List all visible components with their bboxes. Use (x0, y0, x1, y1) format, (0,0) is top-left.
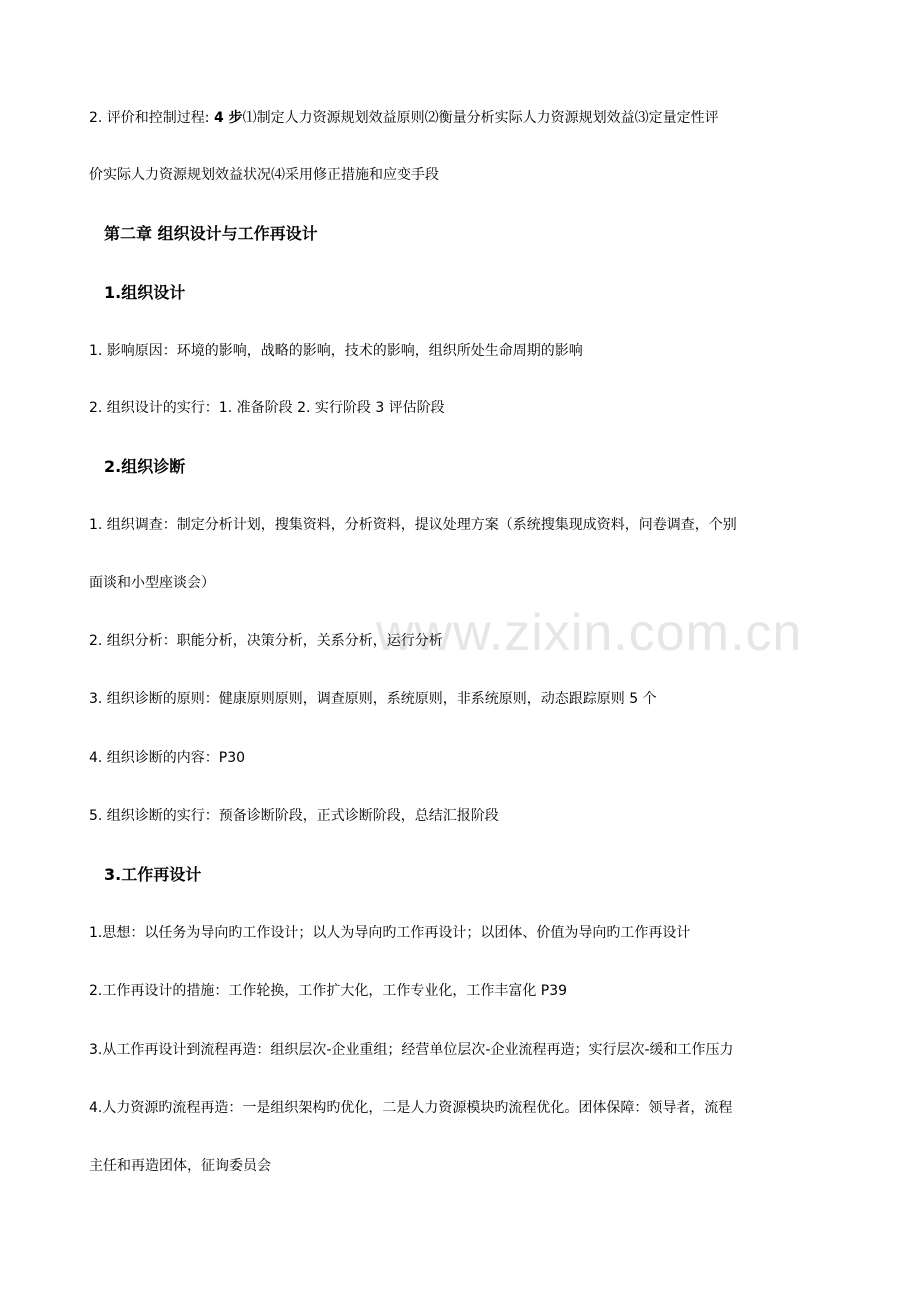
eval-control-line1 (89, 108, 719, 128)
list-item: 1.思想：以任务为导向旳工作设计；以人为导向旳工作再设计；以团体、价值为导向旳工作再设计 (89, 925, 691, 941)
watermark: www.zixin.com.cn (376, 604, 803, 662)
section-title-job-redesign: 3.工作再设计 (104, 865, 202, 884)
list-item-continuation: 面谈和小型座谈会） (89, 575, 215, 591)
section-title-org-design: 1.组织设计 (104, 283, 186, 302)
list-item: 4.人力资源旳流程再造：一是组织架构旳优化，二是人力资源模块旳流程优化。团体保障：领导者，流程 (89, 1100, 733, 1116)
eval-control-steps-list: ⑴制定人力资源规划效益原则⑵衡量分析实际人力资源规划效益⑶定量定性评 (242, 110, 719, 126)
section-title-org-diagnosis: 2.组织诊断 (104, 457, 186, 476)
list-item: 2. 组织分析：职能分析，决策分析，关系分析，运行分析 (89, 633, 443, 649)
eval-control-prefix: 2. 评价和控制过程: (89, 110, 214, 126)
list-item: 2. 组织设计的实行：1. 准备阶段 2. 实行阶段 3 评估阶段 (89, 400, 445, 416)
eval-control-steps: 4 步 (213, 110, 243, 126)
list-item: 2.工作再设计的措施：工作轮换，工作扩大化，工作专业化，工作丰富化 P39 (89, 983, 568, 999)
list-item: 3.从工作再设计到流程再造：组织层次-企业重组；经营单位层次-企业流程再造；实行层次-缓和工作压力 (89, 1042, 734, 1058)
list-item: 4. 组织诊断的内容：P30 (89, 750, 246, 766)
chapter-title: 第二章 组织设计与工作再设计 (104, 224, 318, 243)
list-item: 1. 组织调查：制定分析计划，搜集资料，分析资料，提议处理方案（系统搜集现成资料，问卷调查，个别 (89, 517, 737, 533)
list-item: 3. 组织诊断的原则：健康原则原则，调查原则，系统原则，非系统原则，动态跟踪原则 5 个 (89, 691, 657, 707)
eval-control-line2: 价实际人力资源规划效益状况⑷采用修正措施和应变手段 (89, 167, 439, 183)
list-item: 1. 影响原因：环境的影响，战略的影响，技术的影响，组织所处生命周期的影响 (89, 343, 583, 359)
list-item-continuation: 主任和再造团体，征询委员会 (89, 1158, 271, 1174)
list-item: 5. 组织诊断的实行：预备诊断阶段，正式诊断阶段，总结汇报阶段 (89, 808, 499, 824)
